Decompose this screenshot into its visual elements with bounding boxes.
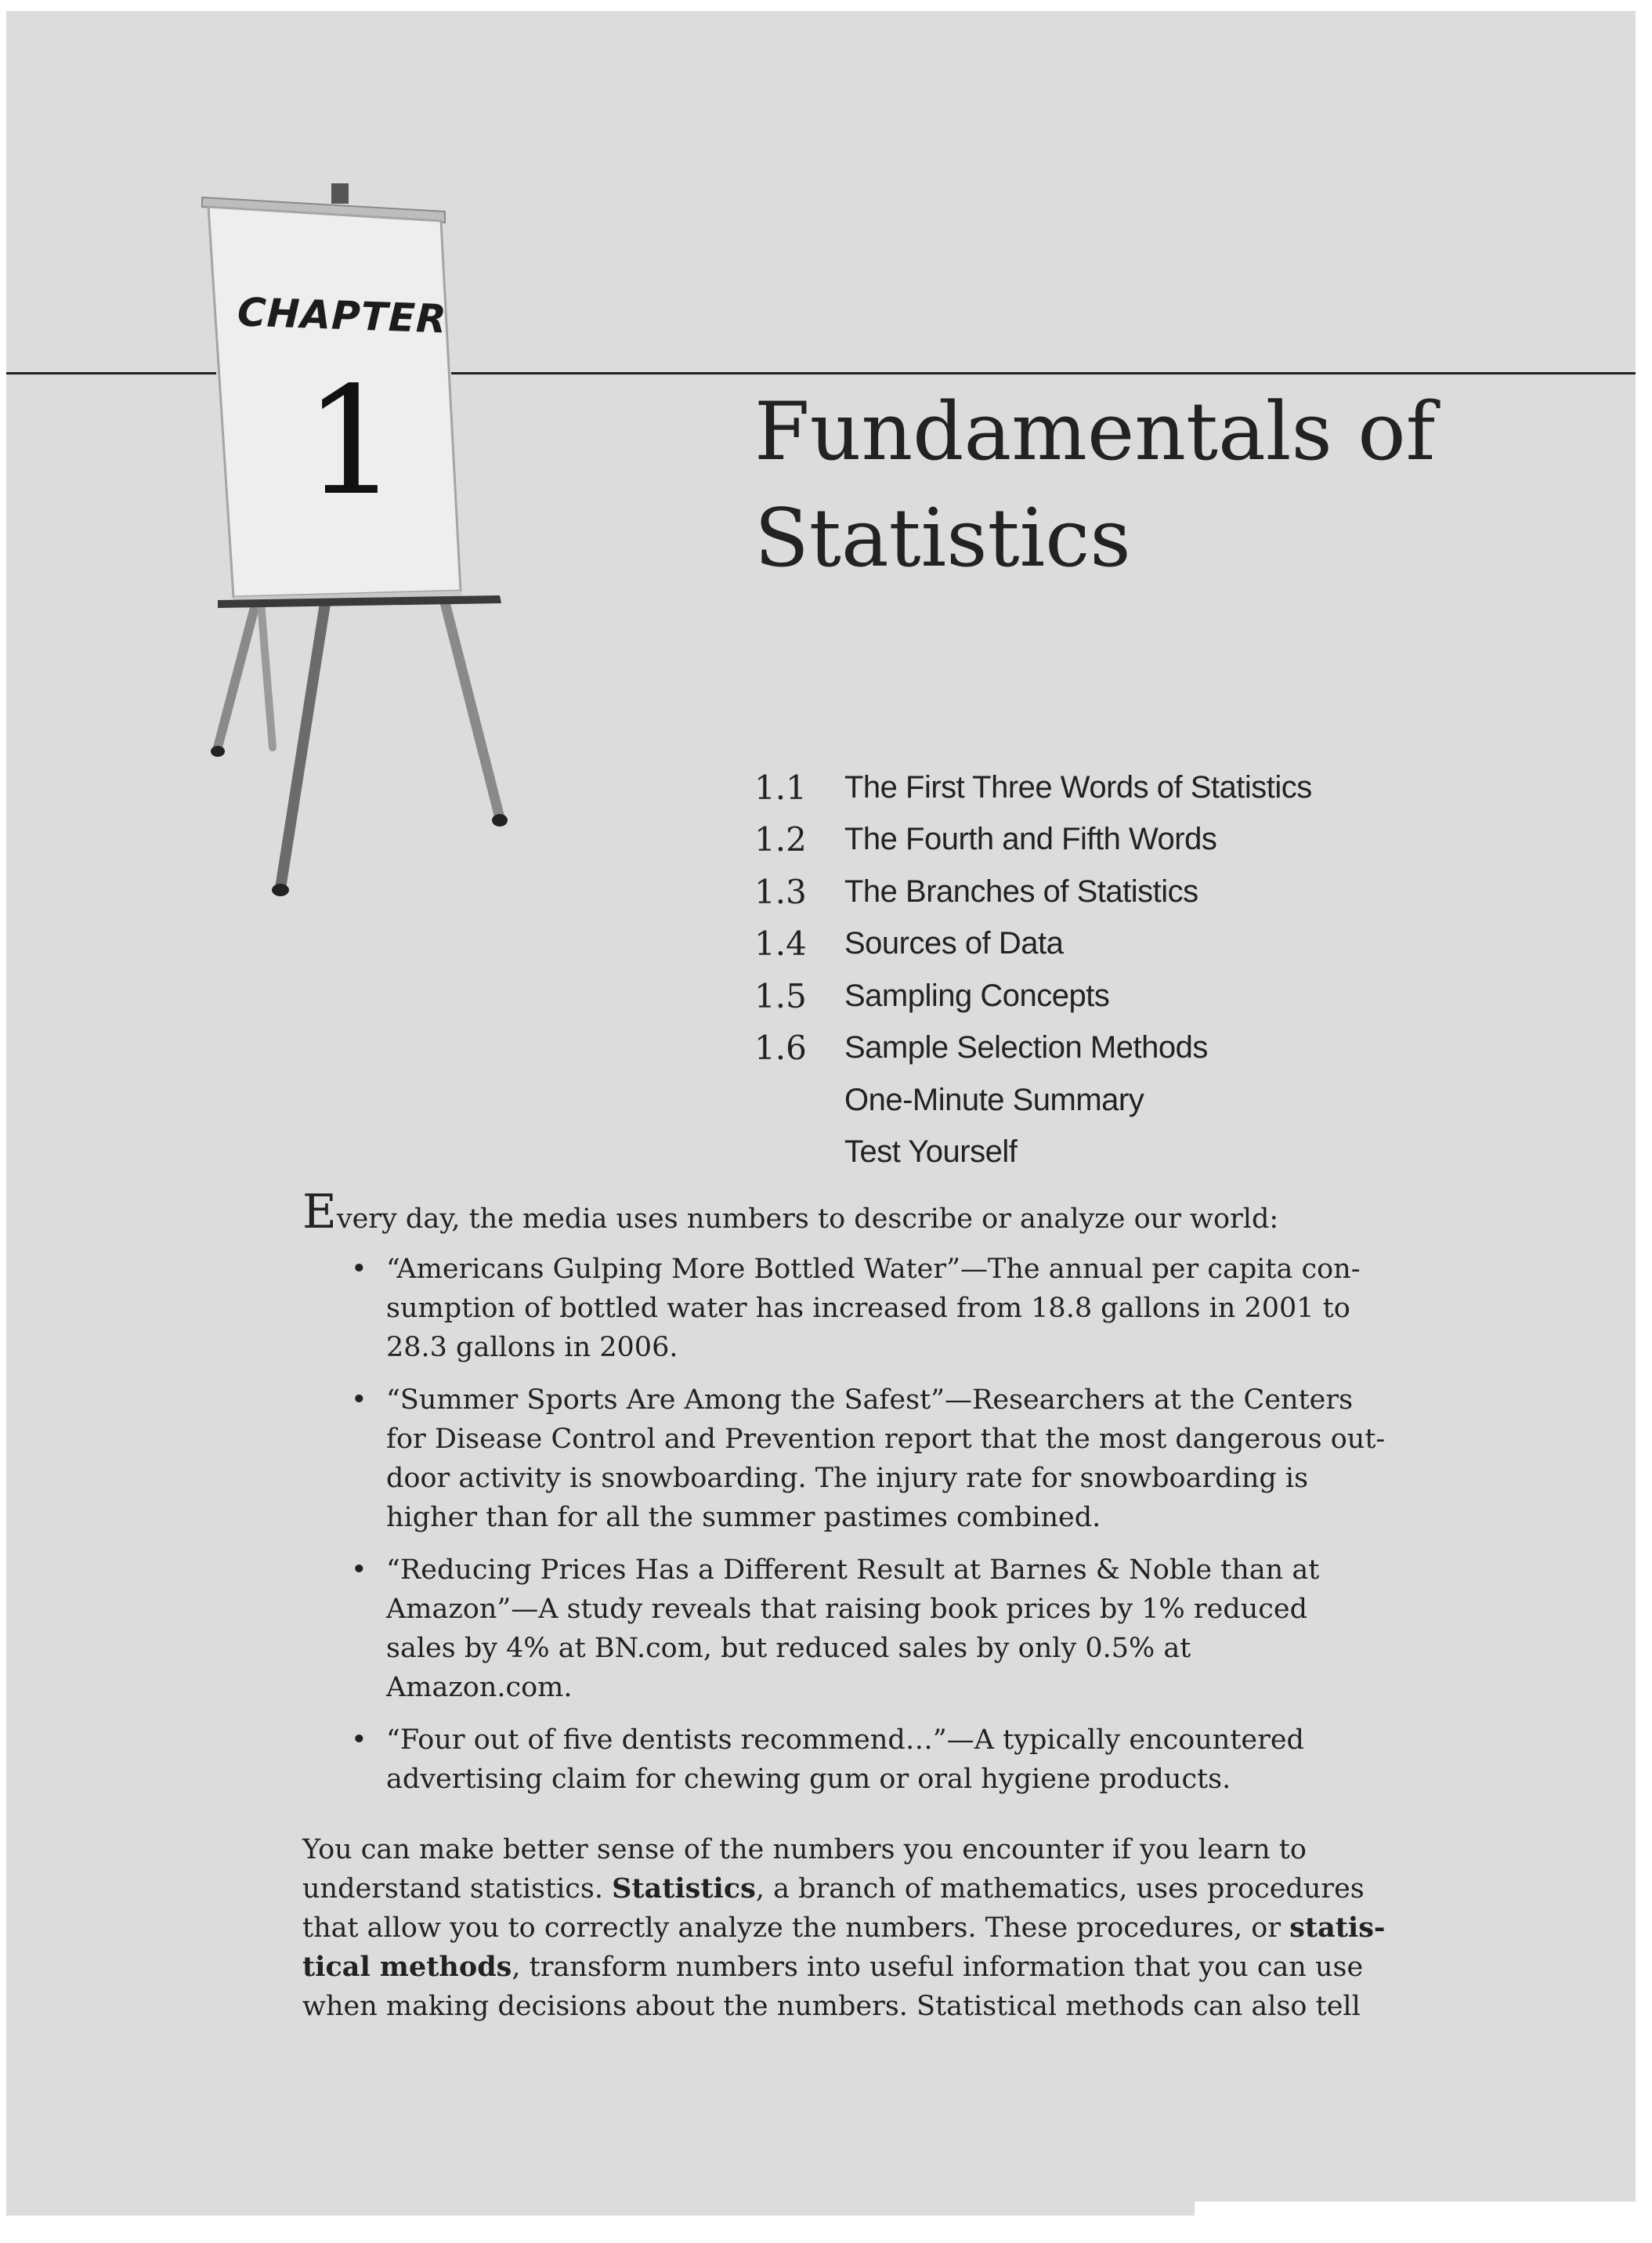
intro-text: very day, the media uses numbers to describe or analyze our world: bbox=[336, 1203, 1279, 1235]
list-item-line: 28.3 gallons in 2006. bbox=[386, 1332, 678, 1363]
chapter-title-line-2: Statistics bbox=[754, 492, 1131, 585]
bullet-dot: • bbox=[351, 1554, 367, 1586]
list-item bbox=[302, 1380, 1386, 1537]
toc-item bbox=[754, 814, 1459, 866]
toc-item bbox=[754, 1127, 1459, 1179]
term-statistical-methods-part: tical methods bbox=[302, 1951, 512, 1983]
definition-paragraph bbox=[302, 1830, 1386, 2026]
body-text bbox=[302, 1185, 1386, 2026]
toc-item bbox=[754, 866, 1459, 918]
book-page bbox=[6, 11, 1636, 2216]
list-item-line: “Summer Sports Are Among the Safest”—Researchers at the Centers bbox=[386, 1384, 1354, 1416]
header-rule-left bbox=[6, 372, 216, 374]
paragraph-line: You can make better sense of the numbers you encounter if you learn to bbox=[302, 1834, 1307, 1865]
list-item bbox=[302, 1720, 1383, 1799]
chapter-title bbox=[754, 379, 1538, 592]
media-examples-list bbox=[302, 1250, 1386, 1799]
toc-label: One-Minute Summary bbox=[844, 1082, 1144, 1117]
list-item-line: higher than for all the summer pastimes combined. bbox=[386, 1502, 1101, 1533]
text-run: that allow you to correctly analyze the numbers. These procedures, or bbox=[302, 1912, 1290, 1944]
list-item-line: “Four out of five dentists recommend…”—A typically encountered bbox=[386, 1724, 1304, 1756]
list-item-line: for Disease Control and Prevention report that the most dangerous out- bbox=[386, 1424, 1386, 1455]
easel-chapter-label: CHAPTER bbox=[237, 289, 448, 342]
toc-number: 1.6 bbox=[754, 1029, 807, 1068]
toc-item bbox=[754, 762, 1459, 814]
drop-cap: E bbox=[302, 1185, 337, 1239]
list-item-line: “Reducing Prices Has a Different Result at Barnes & Noble than at bbox=[386, 1554, 1320, 1586]
list-item-line: advertising claim for chewing gum or oral hygiene products. bbox=[386, 1764, 1231, 1795]
intro-sentence bbox=[302, 1185, 1383, 1239]
toc-item bbox=[754, 918, 1459, 971]
toc-number: 1.3 bbox=[754, 872, 807, 911]
chapter-easel-illustration bbox=[186, 168, 531, 896]
toc-number: 1.5 bbox=[754, 976, 807, 1015]
list-item-line: sales by 4% at BN.com, but reduced sales by only 0.5% at bbox=[386, 1633, 1191, 1664]
header-rule-right bbox=[451, 372, 1636, 374]
list-item bbox=[302, 1550, 1383, 1707]
paragraph-line bbox=[302, 1948, 1383, 1987]
toc-label: The Branches of Statistics bbox=[844, 874, 1198, 909]
page-edge-tab bbox=[1195, 2201, 1636, 2216]
term-statistical-methods-part: statis- bbox=[1289, 1912, 1386, 1944]
chapter-contents bbox=[754, 762, 1459, 1178]
bullet-dot: • bbox=[351, 1724, 367, 1756]
easel-chapter-number: 1 bbox=[304, 355, 399, 528]
list-item bbox=[302, 1250, 1383, 1367]
text-run: , transform numbers into useful information that you can use bbox=[512, 1952, 1364, 1983]
list-item-line: door activity is snowboarding. The injury rate for snowboarding is bbox=[386, 1463, 1309, 1494]
toc-label: The First Three Words of Statistics bbox=[844, 769, 1312, 805]
toc-label: Sampling Concepts bbox=[844, 978, 1110, 1013]
bullet-dot: • bbox=[351, 1384, 367, 1416]
toc-label: Test Yourself bbox=[844, 1134, 1018, 1170]
toc-item bbox=[754, 970, 1459, 1022]
paragraph-line: when making decisions about the numbers. Statistical methods can also tell bbox=[302, 1991, 1361, 2022]
toc-label: Sources of Data bbox=[844, 926, 1064, 961]
paragraph-line bbox=[302, 1908, 1386, 1948]
toc-number: 1.2 bbox=[754, 820, 807, 859]
list-item-line: Amazon”—A study reveals that raising book prices by 1% reduced bbox=[386, 1594, 1307, 1625]
chapter-title-line-1: Fundamentals of bbox=[754, 385, 1436, 479]
term-statistics: Statistics bbox=[612, 1872, 756, 1905]
list-item-line: Amazon.com. bbox=[386, 1672, 573, 1703]
toc-label: Sample Selection Methods bbox=[844, 1030, 1208, 1065]
toc-number: 1.1 bbox=[754, 768, 807, 807]
text-run: , a branch of mathematics, uses procedures bbox=[755, 1873, 1365, 1905]
toc-item bbox=[754, 1074, 1459, 1127]
paragraph-line bbox=[302, 1869, 1383, 1908]
list-item-line: sumption of bottled water has increased from 18.8 gallons in 2001 to bbox=[386, 1293, 1350, 1324]
list-item-line: “Americans Gulping More Bottled Water”—The annual per capita con- bbox=[386, 1254, 1361, 1285]
bullet-dot: • bbox=[351, 1254, 367, 1285]
toc-item bbox=[754, 1022, 1459, 1075]
toc-number: 1.4 bbox=[754, 924, 807, 964]
toc-label: The Fourth and Fifth Words bbox=[844, 822, 1217, 857]
text-run: understand statistics. bbox=[302, 1873, 613, 1905]
